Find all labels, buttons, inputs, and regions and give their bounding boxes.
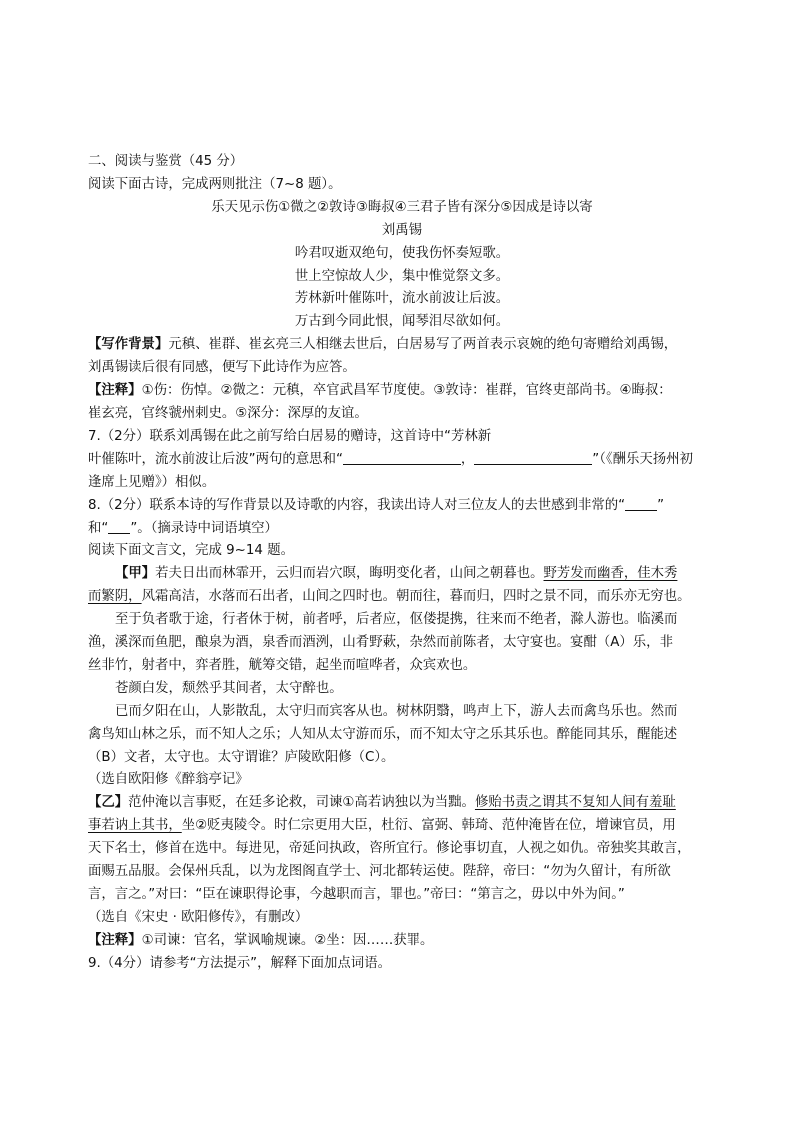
jia-paragraph-4-line-2: 禽鸟知山林之乐，而不知人之乐；人知从太守游而乐，而不知太守之乐其乐也。醉能同其乐，醒能述 xyxy=(88,726,678,742)
yi-text-a: 范仲淹以言事贬，在廷多论救，司谏①高若讷独以为当黜。 xyxy=(128,795,475,811)
question-7-text-b: ， xyxy=(460,451,475,467)
jia-label: 【甲】 xyxy=(115,566,156,582)
poem-notes xyxy=(88,380,716,403)
question-8-blank-2[interactable] xyxy=(108,519,130,534)
question-8-line-2 xyxy=(88,518,716,541)
yi-label: 【乙】 xyxy=(88,795,129,811)
section-heading: 二、阅读与鉴赏（45 分） xyxy=(88,154,244,169)
jia-paragraph-1-line-2 xyxy=(88,586,716,609)
background-paragraph xyxy=(88,334,716,357)
jia-text-b: 风霜高洁，水落而石出者，山间之四时也。朝而往，暮而归，四时之景不同，而乐亦无穷也。 xyxy=(141,589,691,605)
yi-line-5: 言，言之。”对曰：“臣在谏职得论事，今越职而言，罪也。”帝曰：“第言之，毋以中外为间。” xyxy=(88,887,625,902)
background-label: 【写作背景】 xyxy=(88,337,169,353)
exam-page xyxy=(88,151,716,976)
yi-source: （选自《宋史 · 欧阳修传》，有删改） xyxy=(88,909,309,925)
question-8-text-c: 和“ xyxy=(88,520,109,536)
poem-notes-label: 【注释】 xyxy=(88,383,142,399)
poem-line-3: 芳林新叶催陈叶，流水前波让后波。 xyxy=(294,291,510,307)
jia-underlined-2: 而繁阴， xyxy=(88,589,142,605)
jia-paragraph-4-line-3: （B）文者，太守也。太守谓谁？庐陵欧阳修（C）。 xyxy=(88,749,395,765)
question-7-text-a: 叶催陈叶，流水前波让后波”两句的意思和“ xyxy=(88,451,343,467)
prose-notes xyxy=(88,930,716,953)
question-8-blank-1[interactable] xyxy=(625,496,657,511)
question-7-blank-2[interactable] xyxy=(474,450,592,465)
jia-underlined-1: 野芳发而幽香，佳木秀 xyxy=(543,566,678,582)
poem-notes-text-1: ①伤：伤悼。②微之：元稹，卒官武昌军节度使。③敦诗：崔群，官终吏部尚书。④晦叔： xyxy=(141,383,672,399)
poem-line-4: 万古到今同此恨，闻琴泪尽欲如何。 xyxy=(294,314,510,330)
jia-text-a: 若夫日出而林霏开，云归而岩穴暝，晦明变化者，山间之朝暮也。 xyxy=(155,566,544,582)
yi-underlined-1: 修贻书责之谓其不复知人间有羞耻 xyxy=(474,795,676,811)
jia-paragraph-2-line-1: 至于负者歌于途，行者休于树，前者呼，后者应，伛偻提携，往来而不绝者，滁人游也。临溪而 xyxy=(115,612,678,628)
poem-line-1: 吟君叹逝双绝句，使我伤怀奏短歌。 xyxy=(294,245,510,261)
question-8-text-a: 8.（2分）联系本诗的写作背景以及诗歌的内容，我读出诗人对三位友人的去世感到非常的“ xyxy=(88,497,626,513)
question-7-line-1: 7.（2分）联系刘禹锡在此之前写给白居易的赠诗，这首诗中“芳林新 xyxy=(88,428,492,444)
question-8-line-1 xyxy=(88,495,716,518)
yi-underlined-2: 事若讷上其书， xyxy=(88,818,182,834)
jia-paragraph-1-line-1 xyxy=(88,563,716,586)
poem-notes-text-2: 崔玄亮，官终虢州刺史。⑤深分：深厚的友谊。 xyxy=(88,405,368,421)
prose-notes-label: 【注释】 xyxy=(88,932,142,948)
jia-source: （选自欧阳修《醉翁亭记》 xyxy=(88,772,249,788)
question-7-blank-1[interactable] xyxy=(343,450,461,465)
question-8-text-b: ” xyxy=(657,497,665,513)
jia-paragraph-2-line-3: 丝非竹，射者中，弈者胜，觥筹交错，起坐而喧哗者，众宾欢也。 xyxy=(88,657,477,673)
jia-paragraph-3: 苍颜白发，颓然乎其间者，太守醉也。 xyxy=(115,680,343,696)
question-7-line-3: 逢席上见赠》）相似。 xyxy=(88,474,216,490)
question-9: 9.（4分）请参考“方法提示”，解释下面加点词语。 xyxy=(88,955,391,971)
poem-title: 乐天见示伤①微之②敦诗③晦叔④三君子皆有深分⑤因成是诗以寄 xyxy=(211,199,593,215)
poem-author: 刘禹锡 xyxy=(381,222,423,238)
yi-line-2 xyxy=(88,815,716,838)
poem-line-2: 世上空惊故人少，集中惟觉祭文多。 xyxy=(294,268,510,284)
prose-notes-text: ①司谏：官名，掌讽喻规谏。②坐：因……获罪。 xyxy=(141,932,434,948)
jia-paragraph-2-line-2: 渔，溪深而鱼肥，酿泉为酒，泉香而酒洌，山肴野蔌，杂然而前陈者，太守宴也。宴酣（A）乐，非 xyxy=(88,635,673,651)
prose-instruction: 阅读下面文言文，完成 9~14 题。 xyxy=(88,543,294,559)
question-8-text-d: ”。（摘录诗中词语填空） xyxy=(130,520,278,536)
background-text-2: 刘禹锡读后很有同感，便写下此诗作为应答。 xyxy=(88,360,356,376)
yi-text-b: 坐②贬夷陵令。时仁宗更用大臣，杜衍、富弼、韩琦、范仲淹皆在位，增谏官员，用 xyxy=(181,818,676,834)
yi-line-3: 天下名士，修首在选中。每进见，帝延问执政，咨所宜行。修论事切直，人视之如仇。帝独奖其敢言， xyxy=(88,841,691,857)
yi-line-1 xyxy=(88,792,716,815)
question-7-line-2 xyxy=(88,449,716,472)
background-text-1: 元稹、崔群、崔玄亮三人相继去世后，白居易写了两首表示哀婉的绝句寄赠给刘禹锡， xyxy=(168,337,678,353)
poem-instruction: 阅读下面古诗，完成两则批注（7~8 题）。 xyxy=(88,176,342,192)
yi-line-4: 面赐五品服。会保州兵乱，以为龙图阁直学士、河北都转运使。陛辞，帝曰：“勿为久留计，有所欲 xyxy=(88,864,671,880)
jia-paragraph-4-line-1: 已而夕阳在山，人影散乱，太守归而宾客从也。树林阴翳，鸣声上下，游人去而禽鸟乐也。然而 xyxy=(115,703,678,719)
question-7-text-c: ”（《酬乐天扬州初 xyxy=(592,451,693,467)
